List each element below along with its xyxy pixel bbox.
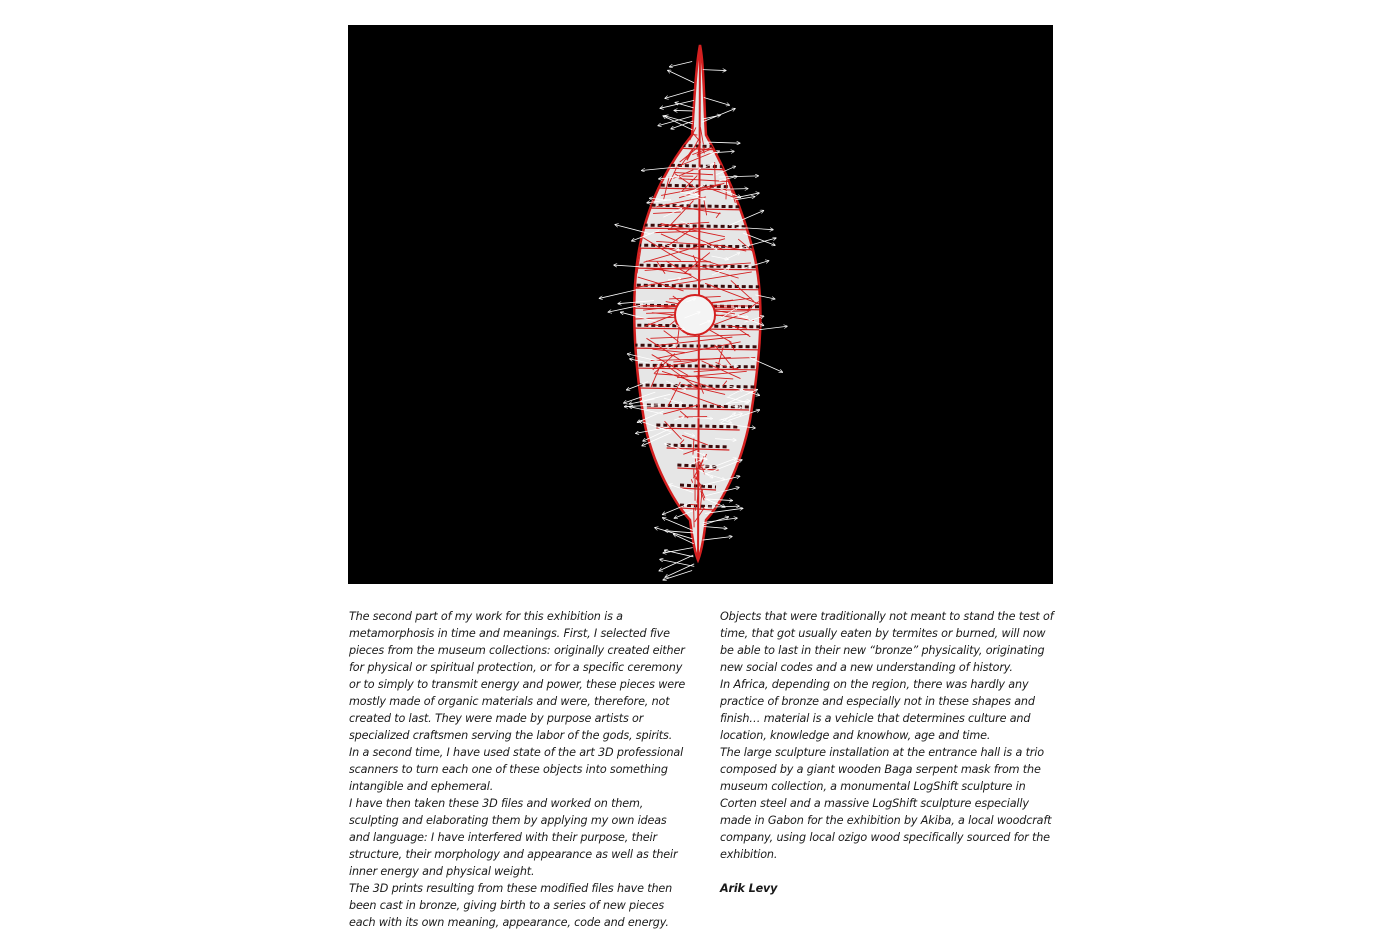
normal-vector xyxy=(665,90,695,99)
normal-vector xyxy=(655,528,693,539)
normal-vector xyxy=(659,555,693,571)
normal-vector xyxy=(673,534,693,544)
author-signature: Arik Levy xyxy=(720,882,778,895)
normal-vector xyxy=(664,550,693,557)
mesh-scan-figure xyxy=(348,25,1053,584)
normal-vector xyxy=(658,116,692,126)
mesh-edge xyxy=(646,261,711,262)
normal-vector xyxy=(759,326,787,329)
mesh-scan-illustration xyxy=(348,25,1053,584)
text-column-left xyxy=(349,608,689,931)
normal-vector xyxy=(704,98,730,106)
normal-vector xyxy=(669,62,692,67)
text-column-right xyxy=(720,608,1056,897)
paragraph: I have then taken these 3D files and worked on them, sculpting and elaborating them by applying my own ideas and language: I have interfered with their purpose, their structure, their morphology and appearance as well as their inner energy and physical weight. xyxy=(349,797,678,878)
normal-vector xyxy=(660,100,694,108)
normal-vector xyxy=(703,536,733,540)
mesh-eye-hole xyxy=(675,295,715,335)
normal-vector xyxy=(663,548,693,553)
normal-vector xyxy=(668,70,694,82)
normal-vector xyxy=(704,526,727,528)
paragraph: In Africa, depending on the region, there was hardly any practice of bronze and especially not in these shapes and finish… material is a vehicle that determines culture and location, knowledge and knowhow, age and time. xyxy=(720,678,1035,742)
paragraph: The 3D prints resulting from these modified files have then been cast in bronze, giving birth to a series of new pieces each with its own meaning, appearance, code and energy. xyxy=(349,882,673,929)
mesh-edge xyxy=(715,162,716,186)
paragraph: The second part of my work for this exhibition is a metamorphosis in time and meanings. First, I selected five pieces from the museum collections: originally created either for physical or spiritual protection, or for a specific ceremony or to simply to transmit energy and power, these pieces were mostly made of organic materials and were, therefore, not created to last. They were made by purpose artists or specialized craftsmen serving the labor of the gods, spirits. xyxy=(349,610,686,742)
paragraph: In a second time, I have used state of the art 3D professional scanners to turn each one of these objects into something intangible and ephemeral. xyxy=(349,746,684,793)
normal-vector xyxy=(671,121,693,129)
paragraph: The large sculpture installation at the entrance hall is a trio composed by a giant wooden Baga serpent mask from the museum collection, a monumental LogShift sculpture in Corten steel and a massive LogShift sculpture especially made in Gabon for the exhibition by Akiba, a local woodcraft company, using local ozigo wood specifically sourced for the exhibition. xyxy=(720,746,1052,861)
normal-vector xyxy=(703,70,726,71)
normal-vector xyxy=(599,290,636,299)
normal-vector xyxy=(675,102,694,107)
paragraph: Objects that were traditionally not meant to stand the test of time, that got usually eaten by termites or burned, will now be able to last in their new “bronze” physicality, originating new social codes and a new understanding of history. xyxy=(720,610,1054,674)
